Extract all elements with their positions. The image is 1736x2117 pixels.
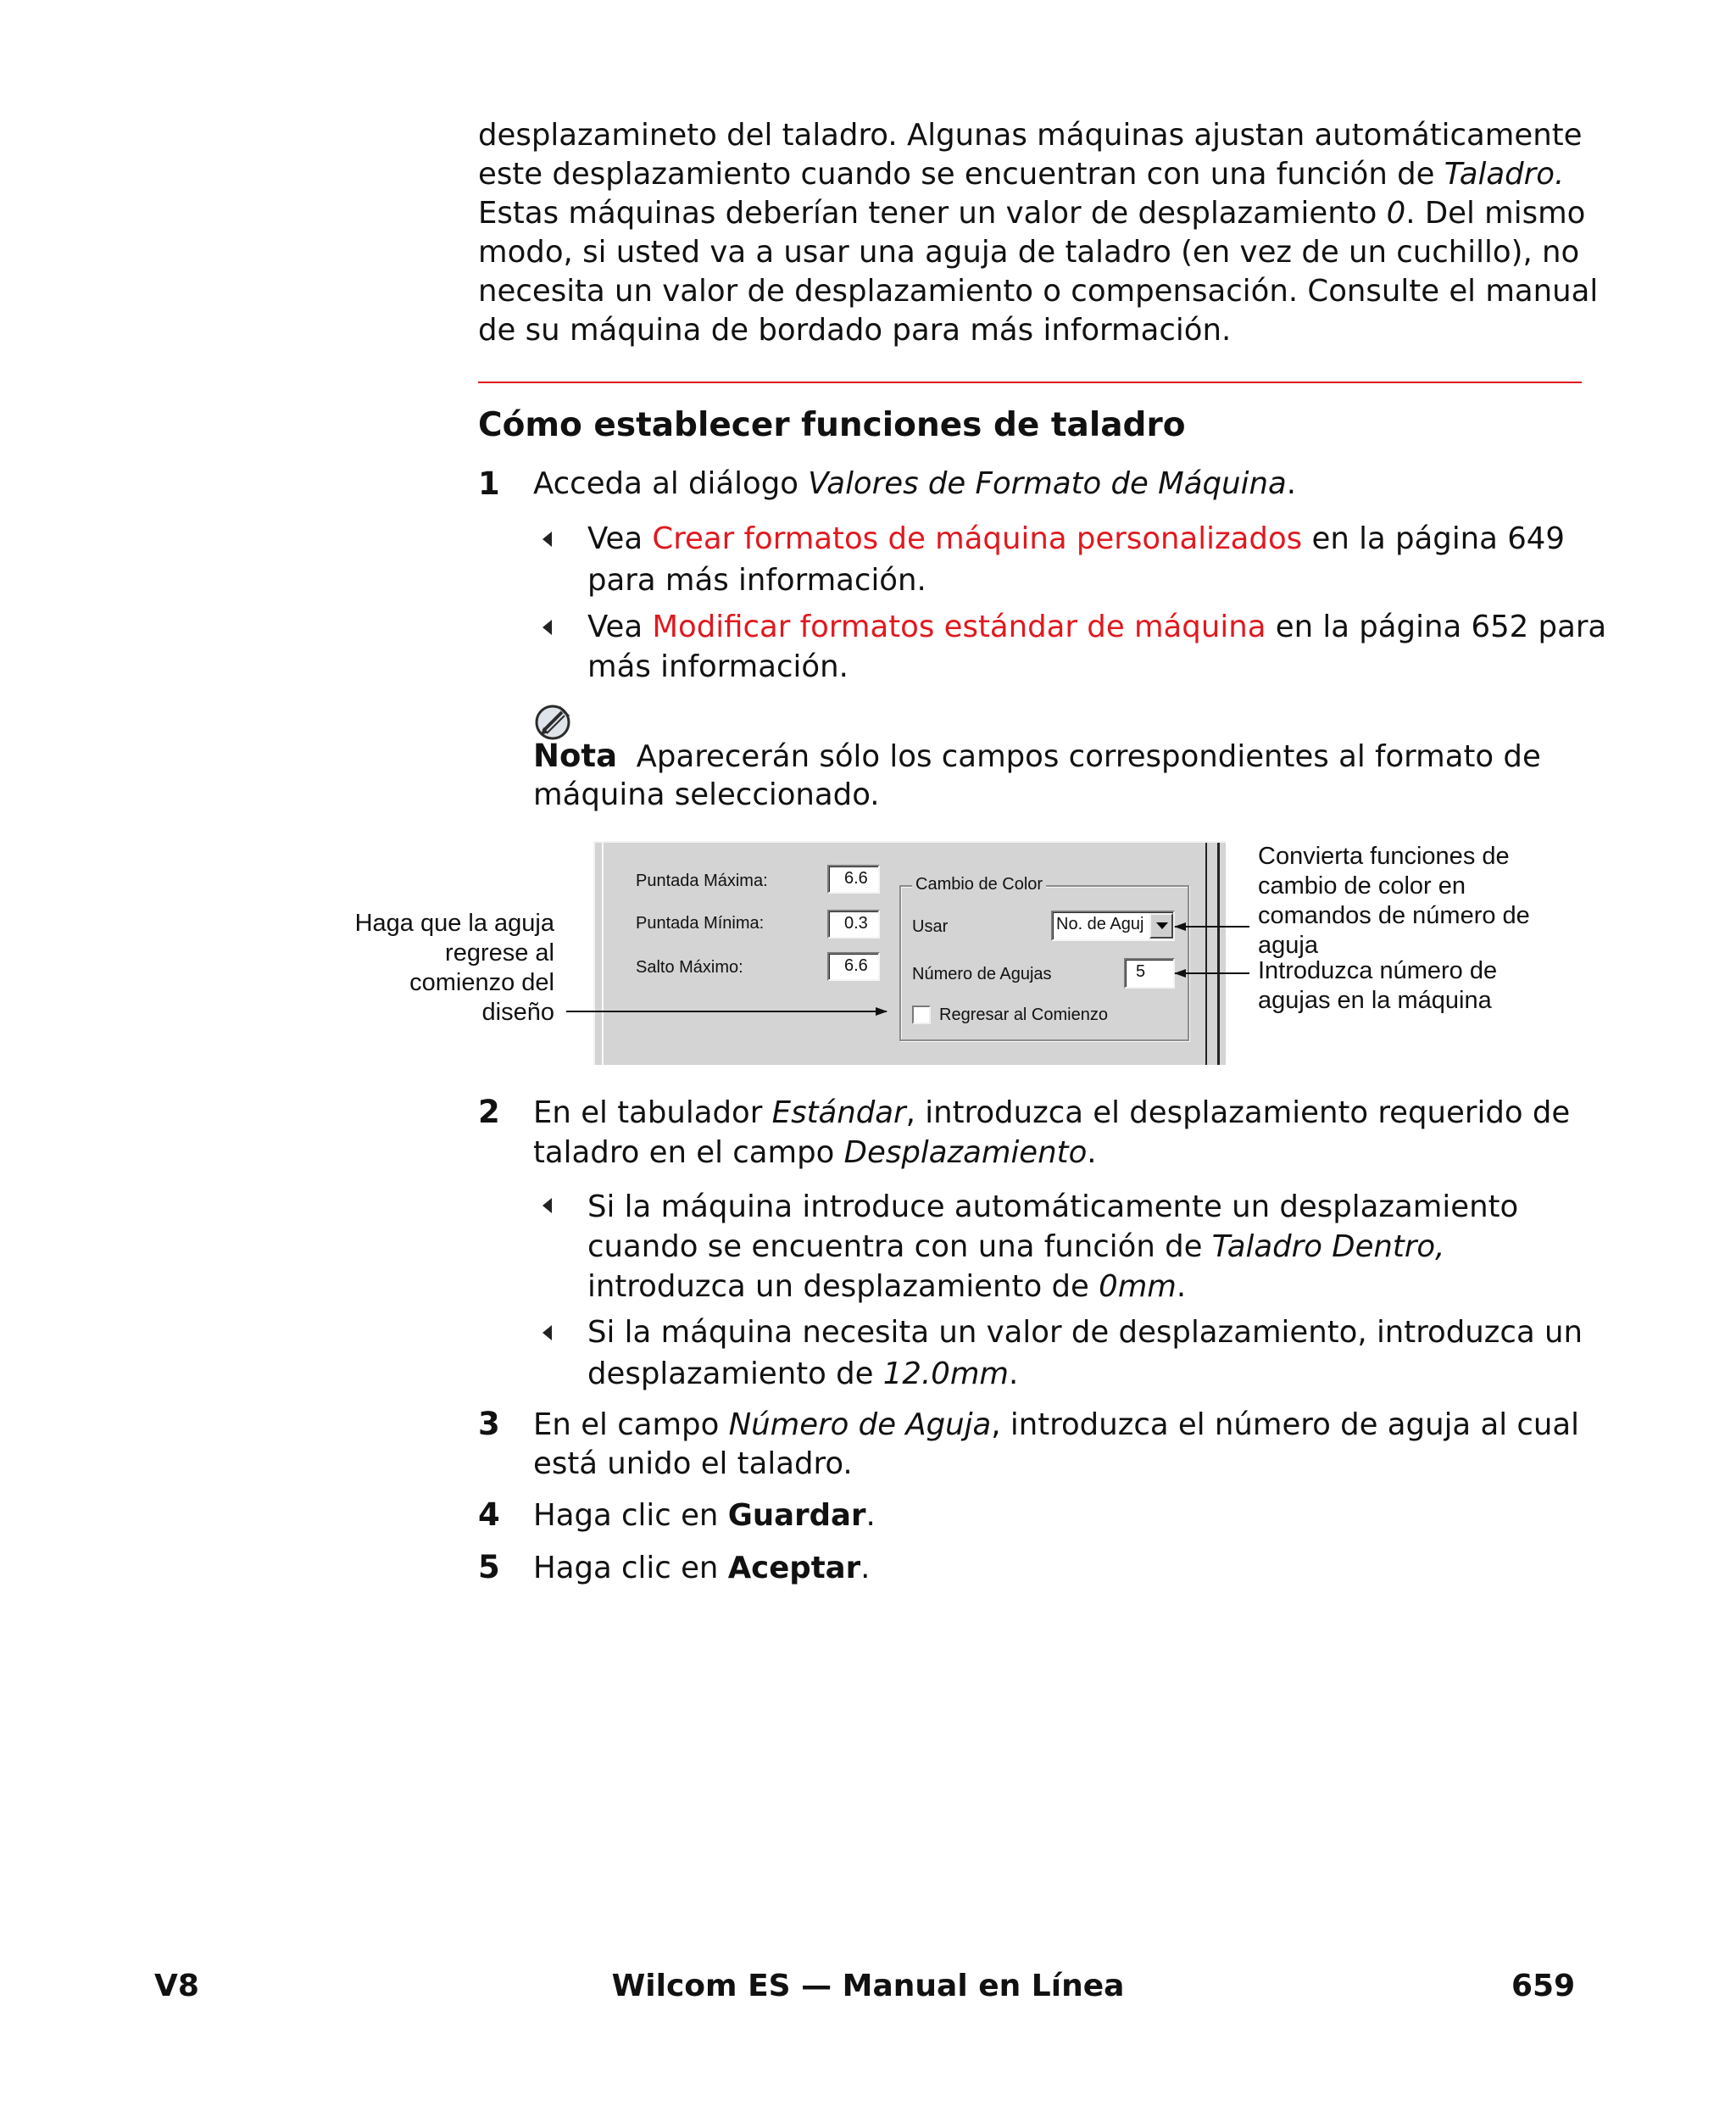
footer-version: V8: [154, 1969, 199, 2003]
step-number: 4: [478, 1496, 500, 1533]
step-text: En el campo Número de Aguja, introduzca el número de aguja al cual: [533, 1407, 1580, 1442]
step-text: En el tabulador Estándar, introduzca el desplazamiento requerido de: [533, 1095, 1571, 1130]
bullet-text: desplazamiento de 12.0mm.: [587, 1357, 1019, 1391]
bullet-text: para más información.: [587, 563, 926, 598]
callout-left: Haga que la aguja regrese al comienzo del diseño: [354, 910, 554, 1026]
step-text: Haga clic en Guardar.: [533, 1498, 876, 1533]
bullet-text: Vea Modificar formatos estándar de máquina en la página 652 para: [587, 610, 1607, 644]
cross-reference-link[interactable]: Modificar formatos estándar de máquina: [652, 610, 1266, 644]
puntada-maxima-label: Puntada Máxima:: [636, 872, 768, 890]
intro-line: modo, si usted va a usar una aguja de taladro (en vez de un cuchillo), no: [478, 235, 1580, 270]
regresar-label: Regresar al Comienzo: [939, 1006, 1108, 1024]
note-text: Nota Aparecerán sólo los campos correspondientes al formato de: [533, 738, 1541, 774]
puntada-minima-input[interactable]: 0.3: [827, 910, 880, 939]
step-text: Haga clic en Aceptar.: [533, 1551, 871, 1585]
callout-right-bottom: Introduzca número de agujas en la máquina: [1258, 957, 1498, 1014]
intro-line: necesita un valor de desplazamiento o compensación. Consulte el manual: [478, 274, 1599, 309]
bullet-text: cuando se encuentra con una función de Taladro Dentro,: [587, 1229, 1445, 1264]
step-number: 2: [478, 1094, 500, 1130]
footer-title: Wilcom ES — Manual en Línea: [611, 1969, 1125, 2003]
step-text: taladro en el campo Desplazamiento.: [533, 1135, 1097, 1170]
usar-dropdown[interactable]: No. de Aguj: [1051, 911, 1175, 941]
intro-line: desplazamineto del taladro. Algunas máquinas ajustan automáticamente: [478, 118, 1583, 153]
bullet-arrow-icon: [542, 1325, 552, 1340]
numero-de-agujas-input[interactable]: 5: [1124, 958, 1175, 989]
puntada-minima-label: Puntada Mínima:: [636, 914, 765, 933]
bullet-text: Si la máquina introduce automáticamente un desplazamiento: [587, 1189, 1519, 1224]
bullet-arrow-icon: [542, 1198, 552, 1213]
step-number: 3: [478, 1406, 500, 1442]
group-title: Cambio de Color: [912, 875, 1046, 894]
bullet-text: introduzca un desplazamiento de 0mm.: [587, 1269, 1187, 1304]
step-number: 5: [478, 1549, 500, 1585]
bullet-text: Vea Crear formatos de máquina personalizados en la página 649: [587, 521, 1565, 556]
section-title: Cómo establecer funciones de taladro: [478, 406, 1186, 444]
bullet-text: Si la máquina necesita un valor de desplazamiento, introduzca un: [587, 1315, 1583, 1350]
step-text: Acceda al diálogo Valores de Formato de Máquina.: [533, 466, 1297, 501]
callout-right-top: Convierta funciones de cambio de color en comandos de número de aguja: [1258, 843, 1530, 959]
footer-page-number: 659: [1511, 1969, 1576, 2003]
puntada-maxima-input[interactable]: 6.6: [827, 865, 880, 894]
step-number: 1: [478, 465, 500, 502]
bullet-text: más información.: [587, 649, 849, 684]
usar-label: Usar: [912, 917, 949, 936]
salto-maximo-input[interactable]: 6.6: [827, 952, 880, 981]
note-text: máquina seleccionado.: [533, 777, 880, 812]
intro-line: este desplazamiento cuando se encuentran con una función de Taladro.: [478, 157, 1565, 192]
salto-maximo-label: Salto Máximo:: [636, 958, 743, 977]
intro-line: de su máquina de bordado para más información.: [478, 313, 1232, 348]
intro-line: Estas máquinas deberían tener un valor de desplazamiento 0. Del mismo: [478, 196, 1586, 231]
cross-reference-link[interactable]: Crear formatos de máquina personalizados: [652, 521, 1303, 556]
step-text: está unido el taladro.: [533, 1446, 853, 1481]
numero-de-agujas-label: Número de Agujas: [912, 965, 1052, 983]
